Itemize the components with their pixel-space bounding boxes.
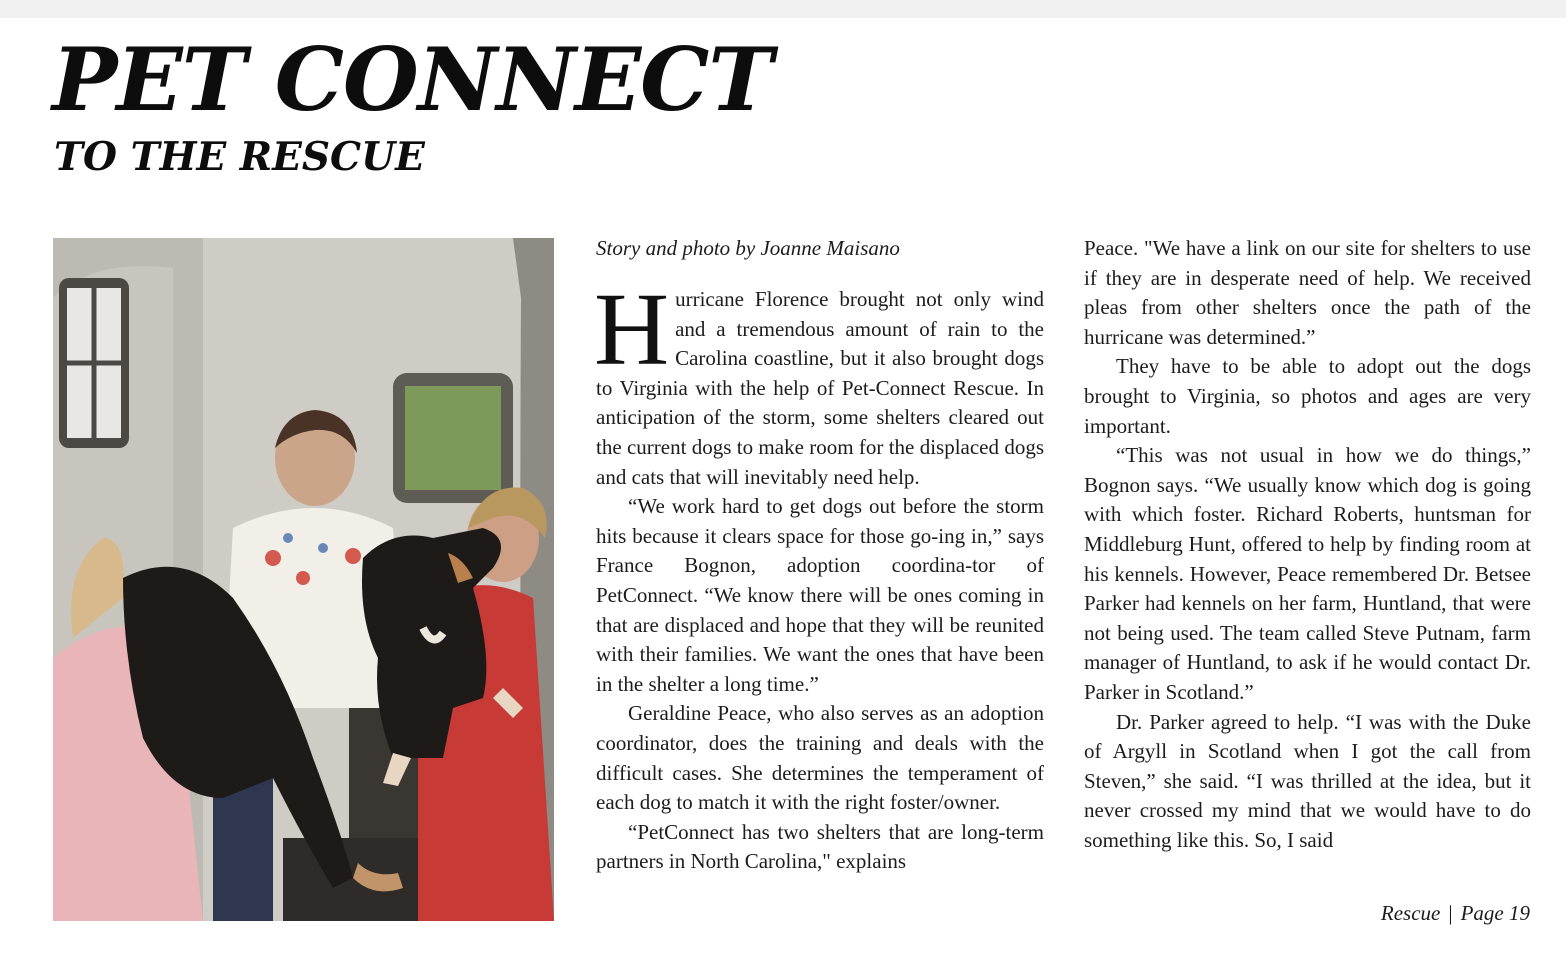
paragraph-3: Geraldine Peace, who also serves as an adoption coordinator, does the training and deals with the difficult cases. She determines the temperament of each dog to match it with the right foster/owner. [596, 701, 1044, 815]
article-column-1 [594, 272, 1044, 930]
paragraph-1-text: urricane Florence brought not only wind and a tremendous amount of rain to the Carolina coastline, but it also brought dogs to Virginia with the help of Pet-Connect Rescue. In anticipation of the storm, some shelters cleared out the current dogs to make room for the displaced dogs and cats that will inevitably need help. [596, 287, 1044, 489]
article-column-2 [1084, 234, 1531, 894]
paragraph-8: Dr. Parker agreed to help. “I was with the Duke of Argyll in Scotland when I got the call from Steven,” she said. “I was thrilled at the idea, but it never crossed my mind that we would have to do something like this. So, I said [1084, 709, 1531, 852]
footer-section: Rescue [1380, 901, 1441, 925]
article-title: PET CONNECT [52, 28, 773, 131]
drop-cap: H [594, 272, 670, 387]
page-footer [1381, 901, 1530, 926]
article-subtitle: TO THE RESCUE [54, 134, 425, 180]
paragraph-5: Peace. "We have a link on our site for shelters to use if they are in desperate need of help. We received pleas from other shelters once the path of the hurricane was determined.” [1084, 236, 1531, 349]
paragraph-1 [594, 272, 1044, 492]
paragraph-4: “PetConnect has two shelters that are long-term partners in North Carolina," explains [596, 819, 1044, 874]
footer-separator: | [1448, 901, 1453, 925]
paragraph-2: “We work hard to get dogs out before the storm hits because it clears space for those go-ing in,” says France Bognon, adoption coordina-tor of PetConnect. “We know there will be ones coming in that are displaced and hope that they will be reunited with their families. We want the ones that have been in the shelter a long time.” [596, 494, 1044, 696]
top-bar [0, 0, 1566, 18]
article-photo [53, 238, 554, 921]
byline: Story and photo by Joanne Maisano [596, 236, 900, 260]
footer-page-number: Page 19 [1460, 901, 1530, 925]
paragraph-6: They have to be able to adopt out the dogs brought to Virginia, so photos and ages are very important. [1084, 354, 1531, 438]
paragraph-7: “This was not usual in how we do things,” Bognon says. “We usually know which dog is going with which foster. Richard Roberts, huntsman for Middleburg Hunt, offered to help by finding room at his kennels. However, Peace remembered Dr. Betsee Parker had kennels on her farm, Huntland, that were not being used. The team called Steve Putnam, farm manager of Huntland, to ask if he would contact Dr. Parker in Scotland.” [1084, 443, 1531, 704]
